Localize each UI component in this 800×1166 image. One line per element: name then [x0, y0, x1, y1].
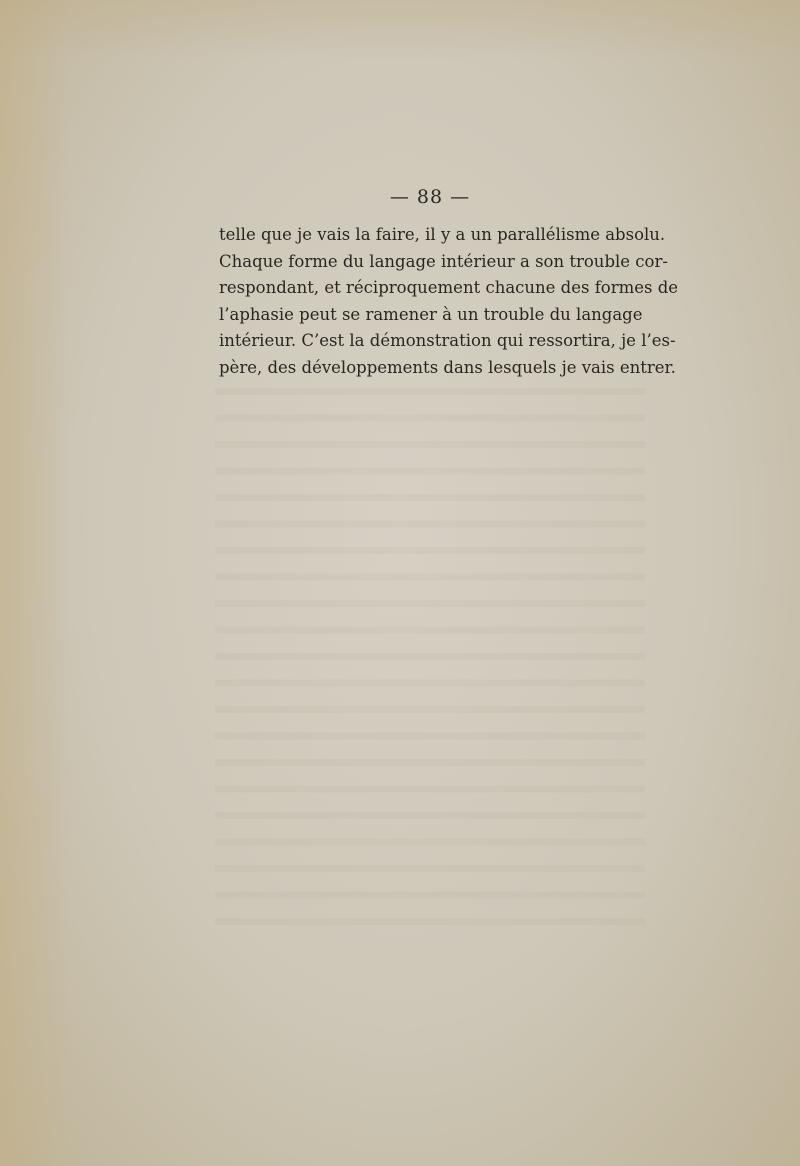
- paragraph: [219, 222, 679, 382]
- paragraph-line: respondant, et réciproquement chacune des formes de: [219, 278, 679, 298]
- paragraph-line: intérieur. C’est la démonstration qui ressortira, je l’es-: [219, 331, 676, 351]
- paper-stain-top: [0, 0, 800, 60]
- paper-stain-left: [0, 0, 70, 1166]
- bleed-through-texture: [215, 378, 645, 938]
- paragraph-line: l’aphasie peut se ramener à un trouble du langage: [219, 304, 643, 324]
- paragraph-line: Chaque forme du langage intérieur a son trouble cor-: [219, 251, 668, 271]
- page-number: — 88 —: [389, 186, 471, 208]
- paragraph-line: telle que je vais la faire, il y a un parallélisme absolu.: [219, 225, 666, 244]
- paragraph-line: père, des développements dans lesquels je vais entrer.: [219, 357, 676, 377]
